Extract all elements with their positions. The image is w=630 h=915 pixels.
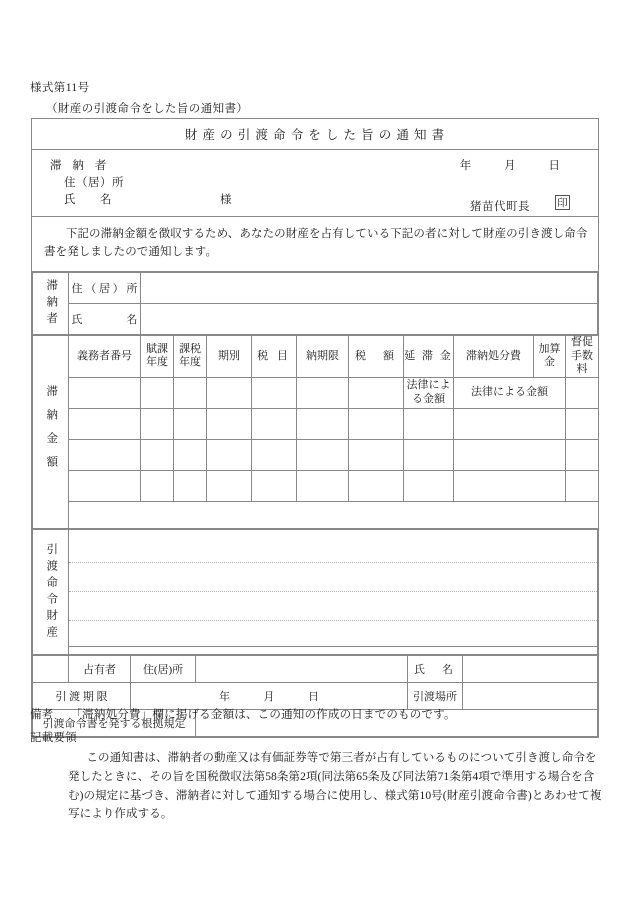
property-table [32, 529, 598, 655]
cell-additional-charge[interactable] [566, 378, 599, 409]
cell-blank[interactable] [349, 440, 404, 471]
cell-tax-year[interactable] [174, 378, 207, 409]
amount-row-3 [33, 440, 599, 471]
cell-blank[interactable] [69, 409, 141, 440]
taxpayer-address-value[interactable] [141, 272, 598, 303]
amount-header-row [33, 335, 599, 377]
instruction-heading: 記載要領 [30, 731, 77, 744]
amount-side-label: 滞納金額 [33, 335, 69, 528]
remark-text: 「滞納処分費」欄に掲げる金額は、この通知の作成の日までのものです。 [70, 709, 456, 721]
col-header-reminder-fee: 督促 手数 料 [566, 335, 599, 377]
cell-blank[interactable] [297, 440, 349, 471]
cell-blank[interactable] [252, 409, 297, 440]
cell-blank[interactable] [566, 440, 599, 471]
issue-date-year: 年 [459, 160, 472, 172]
delivery-year: 年 [219, 691, 230, 704]
property-dotted-line [69, 562, 597, 563]
col-header-delinquency-charge: 延 滞 金 [404, 335, 454, 377]
delivery-day: 日 [308, 691, 319, 704]
footer-notes [30, 706, 605, 824]
property-dotted-line [69, 620, 597, 621]
cell-blank[interactable] [454, 409, 566, 440]
addressee-block [32, 150, 598, 217]
holder-row [33, 656, 598, 683]
property-dotted-line [69, 591, 597, 592]
holder-address-value[interactable] [196, 656, 408, 683]
issue-date-month: 月 [504, 160, 516, 172]
cell-blank[interactable] [566, 471, 599, 502]
cell-levy-year[interactable] [141, 378, 174, 409]
remark-line [30, 706, 605, 725]
form-frame [31, 118, 599, 738]
cell-delinquency-charge-note: 法律による金額 [404, 378, 454, 409]
cell-blank[interactable] [207, 409, 252, 440]
holder-side-spacer [33, 656, 69, 683]
cell-blank[interactable] [252, 471, 297, 502]
cell-blank[interactable] [141, 440, 174, 471]
taxpayer-table [32, 272, 598, 335]
col-header-tax-year: 課税 年度 [174, 335, 207, 377]
cell-period[interactable] [207, 378, 252, 409]
issue-date-field[interactable] [460, 157, 560, 173]
cell-blank[interactable] [349, 471, 404, 502]
delivery-month: 月 [263, 691, 275, 704]
holder-address-label: 住(居)所 [131, 656, 196, 683]
amount-row-4 [33, 471, 599, 502]
form-title: 財 産 の 引 渡 命 令 を し た 旨 の 通 知 書 [32, 119, 598, 150]
remark-lead: 備考 [30, 709, 54, 721]
cell-obligor-number[interactable] [69, 378, 141, 409]
cell-blank[interactable] [404, 440, 454, 471]
col-header-tax-item: 税 目 [252, 335, 297, 377]
delivery-place-label: 引渡場所 [408, 683, 463, 710]
taxpayer-name-label: 氏 名 [69, 303, 141, 334]
issuer-name: 猪苗代町長 [470, 201, 530, 213]
form-subtitle: （財産の引渡命令をした旨の通知書） [46, 103, 249, 115]
instruction-text: この通知書は、滞納者の動産又は有価証券等で第三者が占有しているものについて引き渡し命令を発したときに、その旨を国税徴収法第58条第2項(同法第65条及び同法第71条第4項で準用する場合を含む)の規定に基づき、滞納者に対して通知する場合に使用し、様式第10号(財産引渡命令書)とあわせて複写により作成する。 [68, 752, 602, 821]
col-header-period: 期別 [207, 335, 252, 377]
cell-blank[interactable] [297, 409, 349, 440]
holder-label: 占有者 [69, 656, 131, 683]
addressee-taxpayer-label: 滞 納 者 [50, 160, 111, 172]
amount-table [32, 335, 599, 529]
amount-total-cell[interactable] [69, 502, 599, 529]
amount-row-2 [33, 409, 599, 440]
holder-name-value[interactable] [463, 656, 598, 683]
form-number: 様式第11号 [30, 82, 90, 94]
cell-blank[interactable] [141, 471, 174, 502]
cell-blank[interactable] [404, 471, 454, 502]
cell-blank[interactable] [454, 471, 566, 502]
property-write-area[interactable] [69, 530, 597, 654]
cell-tax-amount[interactable] [349, 378, 404, 409]
cell-blank[interactable] [207, 471, 252, 502]
cell-disposition-cost-note: 法律による金額 [454, 378, 566, 409]
addressee-honorific: 様 [220, 194, 232, 206]
seal-stamp-box: 印 [555, 195, 570, 210]
property-content-cell[interactable] [69, 530, 598, 655]
cell-blank[interactable] [174, 471, 207, 502]
taxpayer-side-label: 滞納者 [33, 272, 69, 334]
cell-blank[interactable] [349, 409, 404, 440]
cell-blank[interactable] [454, 440, 566, 471]
cell-blank[interactable] [141, 409, 174, 440]
cell-tax-item[interactable] [252, 378, 297, 409]
cell-blank[interactable] [404, 409, 454, 440]
taxpayer-name-value[interactable] [141, 303, 598, 334]
property-side-label: 引渡命令財産 [33, 530, 69, 655]
col-header-due-date: 納期限 [297, 335, 349, 377]
cell-due-date[interactable] [297, 378, 349, 409]
taxpayer-address-label: 住 （ 居 ） 所 [69, 272, 141, 303]
intro-paragraph: 下記の滞納金額を徴収するため、あなたの財産を占有している下記の者に対して財産の引き渡し命令書を発しましたので通知します。 [32, 217, 598, 272]
col-header-obligor-number: 義務者番号 [69, 335, 141, 377]
property-solid-divider [69, 646, 597, 647]
cell-blank[interactable] [207, 440, 252, 471]
holder-name-label: 氏 名 [408, 656, 463, 683]
col-header-disposition-cost: 滞納処分費 [454, 335, 534, 377]
cell-blank[interactable] [174, 440, 207, 471]
cell-blank[interactable] [69, 440, 141, 471]
col-header-tax-amount: 税 額 [349, 335, 404, 377]
cell-blank[interactable] [566, 409, 599, 440]
col-header-levy-year: 賦課 年度 [141, 335, 174, 377]
addressee-name-label: 氏 名 [64, 194, 112, 206]
col-header-additional-charge: 加算 金 [534, 335, 566, 377]
amount-total-row [33, 502, 599, 529]
cell-blank[interactable] [69, 471, 141, 502]
cell-blank[interactable] [297, 471, 349, 502]
addressee-address-label: 住（居）所 [64, 177, 124, 189]
issue-date-day: 日 [548, 160, 560, 172]
delivery-deadline-label: 引 渡 期 限 [33, 683, 131, 710]
amount-row-1 [33, 378, 599, 409]
cell-blank[interactable] [174, 409, 207, 440]
basis-label: 引渡命令書を発する根拠規定 [33, 710, 196, 737]
cell-blank[interactable] [252, 440, 297, 471]
